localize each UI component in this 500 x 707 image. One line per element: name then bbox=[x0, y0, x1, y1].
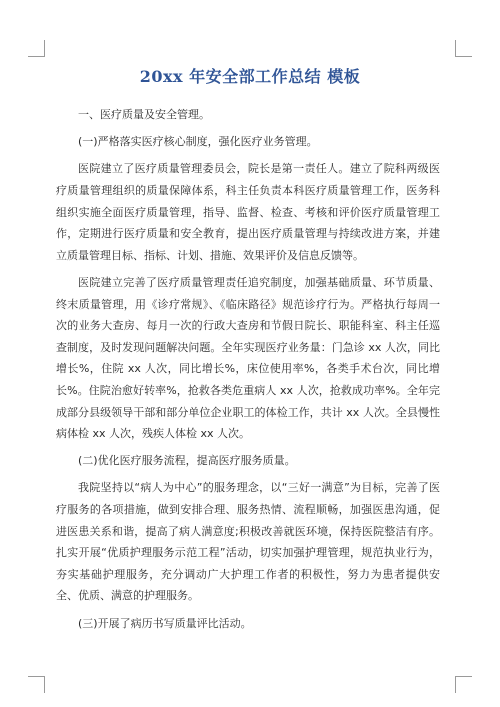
body-paragraph: 我院坚持以“病人为中心”的服务理念，以“三好一满意”为目标，完善了医疗服务的各项措施，做到安排合理、服务热情、流程顺畅，加强医患沟通，促进医患关系和谐，提高了病人满意度;积极改善就医环境，保持医院整洁有序。扎实开展“优质护理服务示范工程”活动，切实加强护理管理，规范执业行为，夯实基础护理服务，充分调动广大护理工作者的积极性，努力为患者提供安全、优质、满意的护理服务。 bbox=[56, 481, 440, 603]
subsection-heading: (一)严格落实医疗核心制度，强化医疗业务管理。 bbox=[78, 135, 318, 149]
document-body bbox=[56, 104, 440, 640]
subsection-heading: (二)优化医疗服务流程，提高医疗服务质量。 bbox=[78, 454, 296, 468]
section-heading: 一、医疗质量及安全管理。 bbox=[78, 108, 210, 121]
body-paragraph: 医院建立了医疗质量管理委员会，院长是第一责任人。建立了院科两级医疗质量管理组织的质量保障体系，科主任负责本科医疗质量管理工作，医务科组织实施全面医疗质量管理，指导、监督、检查、考核和评价医疗质量管理工作，定期进行医疗质量和安全教育，提出医疗质量管理与持续改进方案，并建立质量管理目标、指标、计划、措施、效果评价及信息反馈等。 bbox=[56, 162, 440, 262]
page-corner-mark-bottom-right bbox=[455, 676, 472, 693]
page-corner-mark-bottom-left bbox=[28, 676, 45, 693]
subsection-heading: (三)开展了病历书写质量评比活动。 bbox=[78, 616, 252, 630]
body-paragraph: 医院建立完善了医疗质量管理责任追究制度，加强基础质量、环节质量、终末质量管理，用《诊疗常规》、《临床路径》规范诊疗行为。严格执行每周一次的业务大查房、每月一次的行政大查房和节假日院长、职能科室、科主任巡查制度，及时发现问题解决问题。全年实现医疗业务量：门急诊 xx 人次，同比增长%，住院 xx 人次，同比增长%，床位使用率%，各类手术台次，同比增长%。住院治愈好转率%，抢救各类危重病人 xx 人次，抢救成功率%。全年完成部分县级领导干部和部分单位企业职工的体检工作，共计 xx 人次。全县慢性病体检 xx 人次，残疾人体检 xx 人次。 bbox=[56, 275, 440, 441]
document-title: 20xx 年安全部工作总结 模板 bbox=[139, 67, 361, 86]
page-corner-mark-top-left bbox=[28, 40, 45, 57]
page-corner-mark-top-right bbox=[455, 40, 472, 57]
